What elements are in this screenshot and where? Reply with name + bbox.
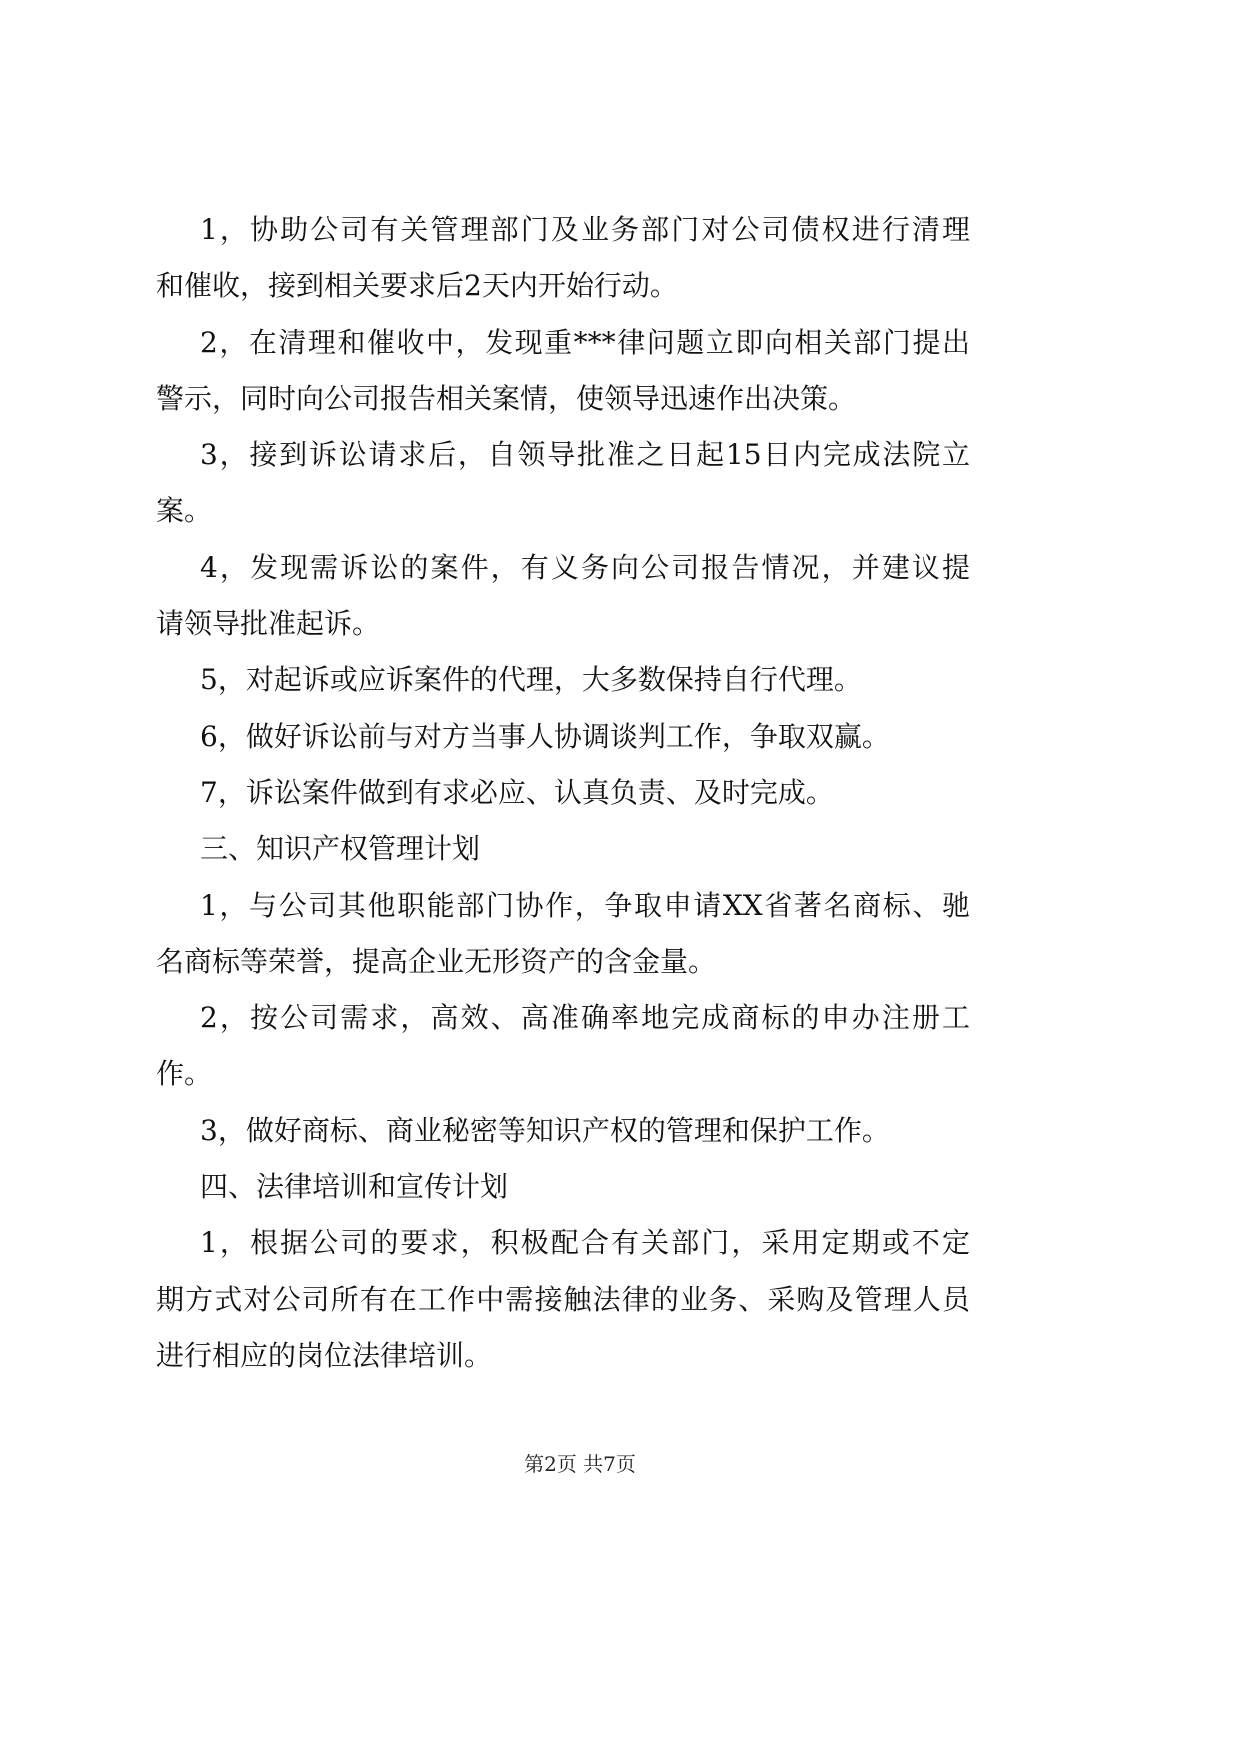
text-line: 3，做好商标、商业秘密等知识产权的管理和保护工作。 [200, 1113, 890, 1147]
page-footer: 第2页 共7页 [524, 1452, 636, 1476]
text-line: 期方式对公司所有在工作中需接触法律的业务、采购及管理人员 [156, 1282, 970, 1316]
document-body [156, 202, 970, 1384]
text-line: 5，对起诉或应诉案件的代理，大多数保持自行代理。 [200, 663, 862, 697]
text-line: 1，协助公司有关管理部门及业务部门对公司债权进行清理 [200, 213, 970, 246]
text-line: 4，发现需诉讼的案件，有义务向公司报告情况，并建议提 [200, 550, 970, 584]
text-line: 和催收，接到相关要求后2天内开始行动。 [156, 269, 678, 303]
text-line: 案。 [156, 494, 213, 528]
text-line: 作。 [156, 1057, 213, 1091]
text-line: 6，做好诉讼前与对方当事人协调谈判工作，争取双赢。 [200, 719, 890, 753]
text-line: 1，与公司其他职能部门协作，争取申请XX省著名商标、驰 [200, 888, 970, 922]
text-line: 三、知识产权管理计划 [200, 832, 481, 866]
text-line: 2，在清理和催收中，发现重***律问题立即向相关部门提出 [200, 325, 970, 359]
text-line: 请领导批准起诉。 [156, 607, 381, 641]
text-line: 进行相应的岗位法律培训。 [156, 1338, 493, 1372]
text-line: 3，接到诉讼请求后，自领导批准之日起15日内完成法院立 [200, 438, 970, 472]
text-line: 警示，同时向公司报告相关案情，使领导迅速作出决策。 [156, 381, 857, 415]
text-line: 1，根据公司的要求，积极配合有关部门，采用定期或不定 [200, 1226, 970, 1260]
text-line: 2，按公司需求，高效、高准确率地完成商标的申办注册工 [200, 1001, 970, 1035]
text-line: 7，诉讼案件做到有求必应、认真负责、及时完成。 [200, 775, 834, 809]
text-line: 名商标等荣誉，提高企业无形资产的含金量。 [156, 944, 717, 978]
text-line: 四、法律培训和宣传计划 [200, 1170, 509, 1204]
